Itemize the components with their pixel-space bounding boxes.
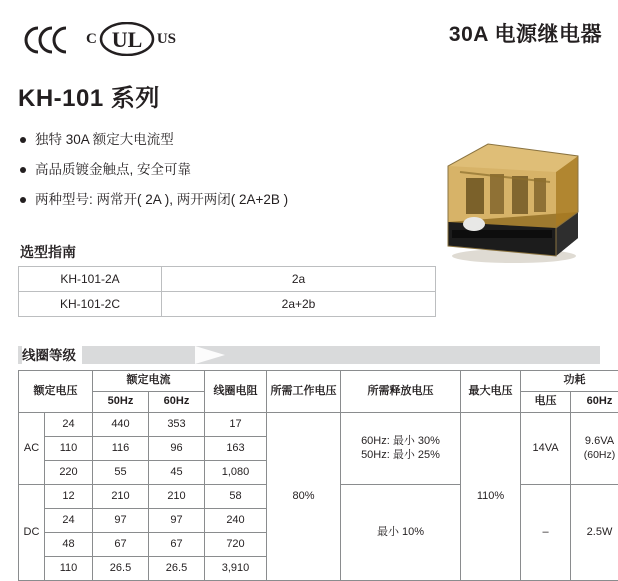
ccc-icon: [18, 24, 76, 54]
th-rated-current: 额定电流: [93, 371, 205, 392]
voltage-cell: 220: [45, 461, 93, 485]
page-title: 30A 电源继电器: [449, 18, 602, 48]
voltage-cell: 48: [45, 533, 93, 557]
th-power-voltage: 电压: [521, 392, 571, 413]
current-50hz-cell: 26.5: [93, 557, 149, 581]
coil-grade-banner: [18, 346, 600, 364]
current-50hz-cell: 116: [93, 437, 149, 461]
power-dc-60hz-cell: 2.5W: [571, 485, 618, 581]
th-power-60hz: 60Hz: [571, 392, 618, 413]
power-ac-voltage-cell: 14VA: [521, 413, 571, 485]
feature-text: 高品质镀金触点, 安全可靠: [35, 162, 191, 178]
current-60hz-cell: 353: [149, 413, 205, 437]
svg-text:UL: UL: [112, 27, 143, 52]
dc-label-cell: DC: [19, 485, 45, 581]
bullet-icon: [20, 167, 26, 173]
th-max-voltage: 最大电压: [461, 371, 521, 413]
ul-us-letter: US: [157, 31, 176, 48]
list-item: [20, 132, 420, 148]
current-50hz-cell: 67: [93, 533, 149, 557]
current-60hz-cell: 45: [149, 461, 205, 485]
resistance-cell: 17: [205, 413, 267, 437]
th-operate-voltage: 所需工作电压: [267, 371, 341, 413]
voltage-cell: 12: [45, 485, 93, 509]
resistance-cell: 720: [205, 533, 267, 557]
feature-text: 两种型号: 两常开( 2A ), 两开两闭( 2A+2B ): [35, 192, 288, 208]
resistance-cell: 58: [205, 485, 267, 509]
release-ac-line2: 50Hz: 最小 25%: [343, 449, 458, 463]
release-ac-line1: 60Hz: 最小 30%: [343, 435, 458, 449]
voltage-cell: 24: [45, 413, 93, 437]
current-60hz-cell: 96: [149, 437, 205, 461]
voltage-cell: 110: [45, 437, 93, 461]
contact-cell: 2a+2b: [162, 292, 436, 317]
model-cell: KH-101-2C: [19, 292, 162, 317]
contact-cell: 2a: [162, 267, 436, 292]
power-ac-60hz-line2: (60Hz): [573, 449, 618, 462]
th-release-voltage: 所需释放电压: [341, 371, 461, 413]
page-header: [0, 0, 618, 58]
current-60hz-cell: 67: [149, 533, 205, 557]
power-ac-60hz-line1: 9.6VA: [573, 435, 618, 449]
current-60hz-cell: 26.5: [149, 557, 205, 581]
list-item: [20, 162, 420, 178]
bullet-icon: [20, 137, 26, 143]
th-rated-voltage: 额定电压: [19, 371, 93, 413]
selection-guide-heading: 选型指南: [20, 242, 76, 262]
th-50hz: 50Hz: [93, 392, 149, 413]
certification-marks: [18, 22, 176, 56]
release-voltage-ac-cell: [341, 413, 461, 485]
voltage-cell: 24: [45, 509, 93, 533]
current-50hz-cell: 97: [93, 509, 149, 533]
current-60hz-cell: 210: [149, 485, 205, 509]
feature-list: [20, 132, 420, 223]
voltage-cell: 110: [45, 557, 93, 581]
table-row: [19, 267, 436, 292]
max-voltage-cell: 110%: [461, 413, 521, 581]
feature-text: 独特 30A 额定大电流型: [35, 132, 174, 148]
resistance-cell: 163: [205, 437, 267, 461]
selection-guide-table: [18, 266, 436, 317]
coil-grade-heading: 线圈等级: [22, 344, 82, 364]
th-coil-resistance: 线圈电阻: [205, 371, 267, 413]
banner-arrow-icon: [195, 346, 225, 364]
current-50hz-cell: 55: [93, 461, 149, 485]
release-voltage-dc-cell: 最小 10%: [341, 485, 461, 581]
power-dc-voltage-cell: –: [521, 485, 571, 581]
series-title: KH-101 系列: [18, 78, 160, 113]
ac-label-cell: AC: [19, 413, 45, 485]
resistance-cell: 1,080: [205, 461, 267, 485]
ul-c-letter: C: [86, 31, 97, 48]
resistance-cell: 3,910: [205, 557, 267, 581]
power-ac-60hz-cell: [571, 413, 618, 485]
current-60hz-cell: 97: [149, 509, 205, 533]
th-60hz: 60Hz: [149, 392, 205, 413]
coil-spec-table: [18, 370, 618, 581]
product-photo: [426, 126, 596, 266]
current-50hz-cell: 210: [93, 485, 149, 509]
ul-icon: [86, 22, 176, 56]
table-row: [19, 292, 436, 317]
table-row: [19, 413, 618, 437]
bullet-icon: [20, 197, 26, 203]
operate-voltage-cell: 80%: [267, 413, 341, 581]
resistance-cell: 240: [205, 509, 267, 533]
table-header-row-1: [19, 371, 618, 392]
list-item: [20, 192, 420, 208]
current-50hz-cell: 440: [93, 413, 149, 437]
th-power: 功耗: [521, 371, 618, 392]
model-cell: KH-101-2A: [19, 267, 162, 292]
ul-logo-circle: [99, 22, 155, 56]
